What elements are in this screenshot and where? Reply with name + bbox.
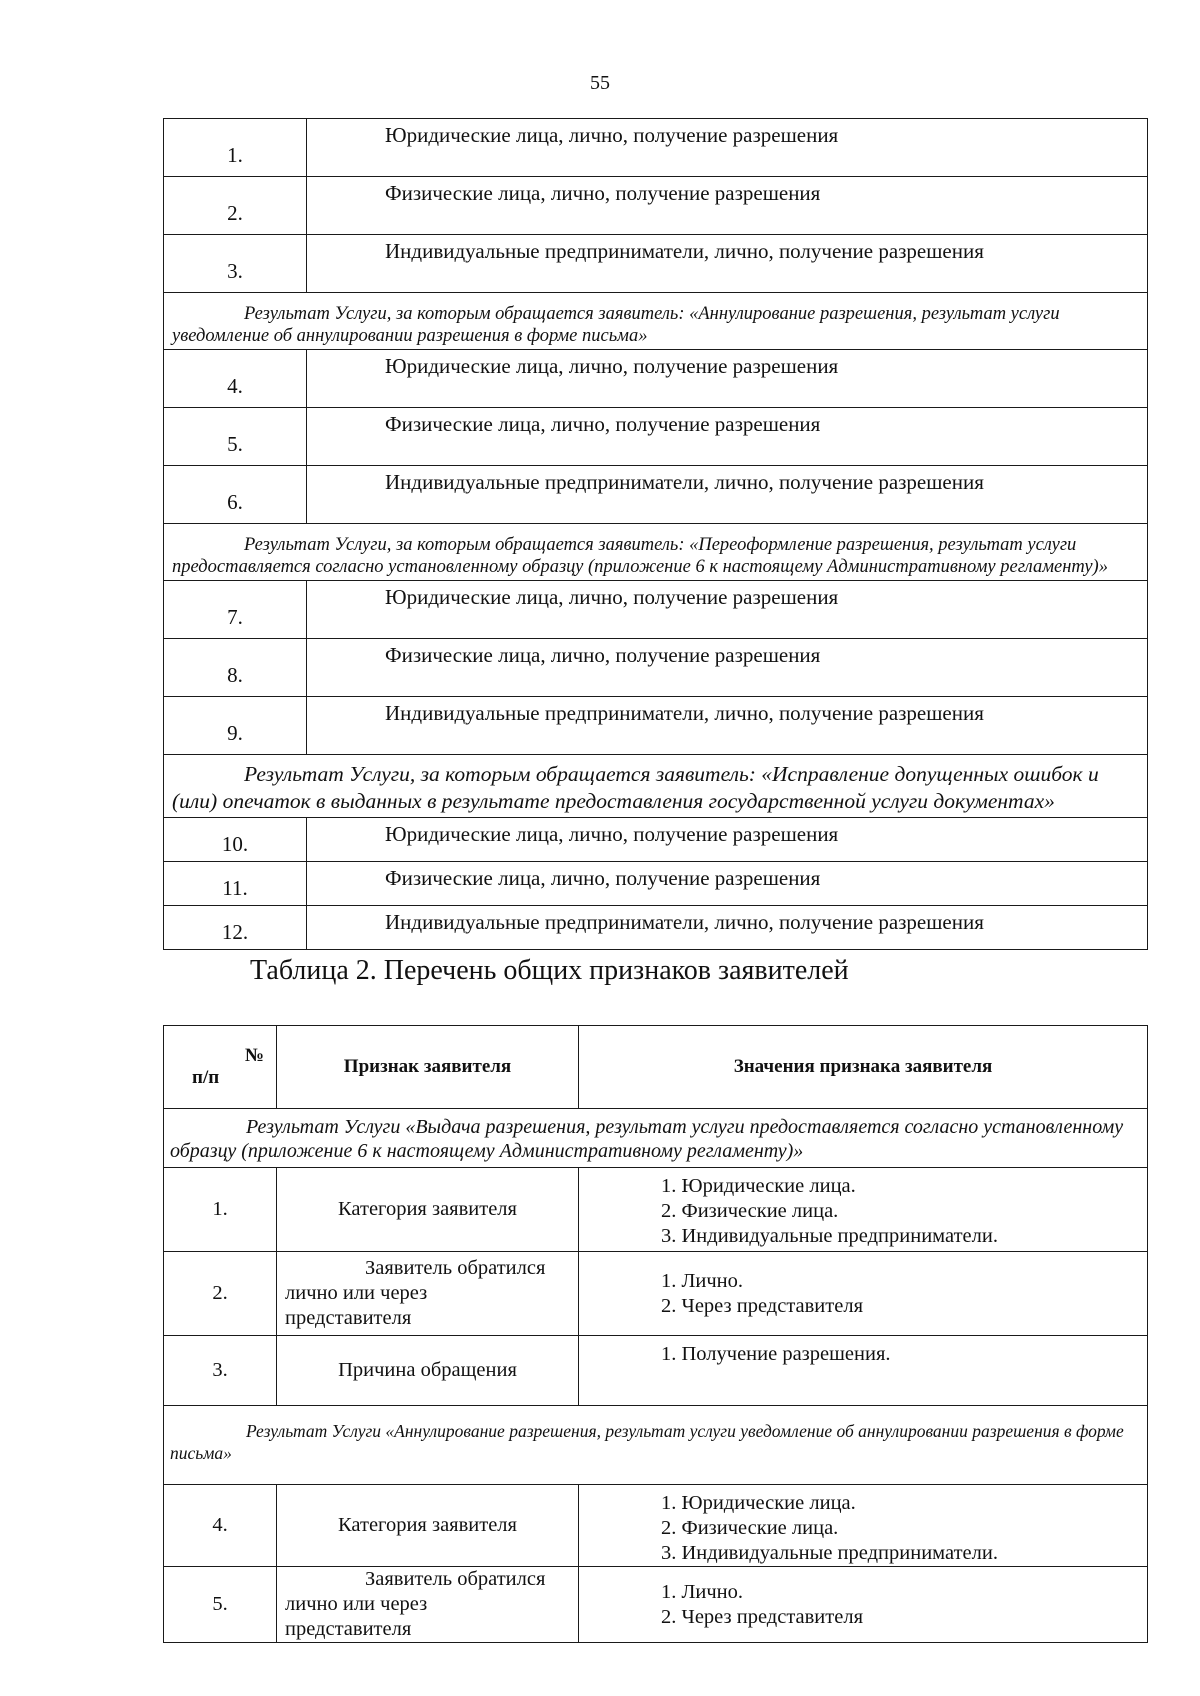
table-row [164,818,1148,862]
section-row [164,293,1148,350]
table-row [164,466,1148,524]
row-text: Индивидуальные предприниматели, лично, получение разрешения [307,906,1148,950]
row-text: Индивидуальные предприниматели, лично, получение разрешения [307,235,1148,293]
header-number-pp: п/п [192,1067,220,1088]
header-values: Значения признака заявителя [579,1026,1148,1109]
values-cell [579,1485,1148,1567]
row-number: 5. [164,408,307,466]
section-row [164,1109,1148,1168]
attribute-line: представителя [285,1307,412,1329]
attribute-cell [277,1567,579,1643]
header-number-sign: № [244,1045,264,1066]
row-number: 4. [164,350,307,408]
row-number: 6. [164,466,307,524]
table-row [164,1567,1148,1643]
header-attribute: Признак заявителя [277,1026,579,1109]
attribute-cell: Категория заявителя [277,1485,579,1567]
row-text: Физические лица, лично, получение разрешения [307,639,1148,697]
table-row [164,1252,1148,1336]
table-row [164,1336,1148,1406]
row-number: 1. [164,119,307,177]
attribute-cell: Категория заявителя [277,1168,579,1252]
row-text: Физические лица, лично, получение разрешения [307,862,1148,906]
value-item: 2. Через представителя [661,1605,863,1628]
value-item: 2. Физические лица. [661,1200,839,1222]
row-text: Юридические лица, лично, получение разрешения [307,119,1148,177]
row-number: 1. [164,1168,277,1252]
value-item: 1. Лично. [661,1269,744,1292]
values-cell [579,1252,1148,1336]
row-number: 10. [164,818,307,862]
page-number: 55 [590,72,610,94]
row-text: Юридические лица, лично, получение разрешения [307,818,1148,862]
values-cell [579,1336,1148,1406]
value-item: 1. Получение разрешения. [661,1343,891,1365]
row-number: 4. [164,1485,277,1567]
attribute-line: Заявитель обратился [365,1568,546,1590]
header-number [164,1026,277,1109]
value-item: 1. Юридические лица. [661,1492,856,1514]
row-number: 7. [164,581,307,639]
attribute-cell: Причина обращения [277,1336,579,1406]
section-title: Результат Услуги, за которым обращается заявитель: «Исправление допущенных ошибок и (или) опечаток в выданных в результате предоставления государственной услуги документах» [164,755,1148,818]
row-number: 8. [164,639,307,697]
section-row [164,524,1148,581]
row-number: 5. [164,1567,277,1643]
row-number: 2. [164,177,307,235]
table-row [164,408,1148,466]
row-number: 3. [164,235,307,293]
table-row [164,639,1148,697]
attribute-line: лично или через [285,1593,428,1615]
row-number: 9. [164,697,307,755]
header-row [164,1026,1148,1109]
value-item: 1. Лично. [661,1580,744,1603]
values-cell [579,1567,1148,1643]
table-row [164,1168,1148,1252]
values-cell [579,1168,1148,1252]
table-row [164,119,1148,177]
table-caption: Таблица 2. Перечень общих признаков заявителей [250,955,849,986]
table-row [164,581,1148,639]
attribute-cell [277,1252,579,1336]
applicant-variants-table [163,118,1148,950]
table-row [164,862,1148,906]
table-row [164,177,1148,235]
applicant-attributes-table [163,1025,1148,1643]
table-row [164,697,1148,755]
table-row [164,235,1148,293]
table-row [164,1485,1148,1567]
value-item: 3. Индивидуальные предприниматели. [661,1542,998,1564]
row-text: Физические лица, лично, получение разрешения [307,408,1148,466]
attribute-line: представителя [285,1618,412,1640]
row-number: 11. [164,862,307,906]
row-text: Юридические лица, лично, получение разрешения [307,581,1148,639]
row-number: 3. [164,1336,277,1406]
section-title: Результат Услуги «Выдача разрешения, результат услуги предоставляется согласно установленному образцу (приложение 6 к настоящему Административному регламенту)» [164,1109,1148,1168]
value-item: 3. Индивидуальные предприниматели. [661,1225,998,1247]
row-text: Физические лица, лично, получение разрешения [307,177,1148,235]
row-text: Индивидуальные предприниматели, лично, получение разрешения [307,697,1148,755]
attribute-line: Заявитель обратился [365,1257,546,1279]
section-row [164,1406,1148,1485]
row-text: Индивидуальные предприниматели, лично, получение разрешения [307,466,1148,524]
section-title: Результат Услуги «Аннулирование разрешения, результат услуги уведомление об аннулировании разрешения в форме письма» [164,1406,1148,1485]
section-row [164,755,1148,818]
row-number: 12. [164,906,307,950]
section-title: Результат Услуги, за которым обращается заявитель: «Аннулирование разрешения, результат услуги уведомление об аннулировании разрешения в форме письма» [164,293,1148,350]
value-item: 1. Юридические лица. [661,1175,856,1197]
table-row [164,906,1148,950]
value-item: 2. Физические лица. [661,1517,839,1539]
value-item: 2. Через представителя [661,1294,863,1317]
row-text: Юридические лица, лично, получение разрешения [307,350,1148,408]
table-row [164,350,1148,408]
row-number: 2. [164,1252,277,1336]
attribute-line: лично или через [285,1282,428,1304]
section-title: Результат Услуги, за которым обращается заявитель: «Переоформление разрешения, результат услуги предоставляется согласно установленному образцу (приложение 6 к настоящему Административному регламенту)» [164,524,1148,581]
